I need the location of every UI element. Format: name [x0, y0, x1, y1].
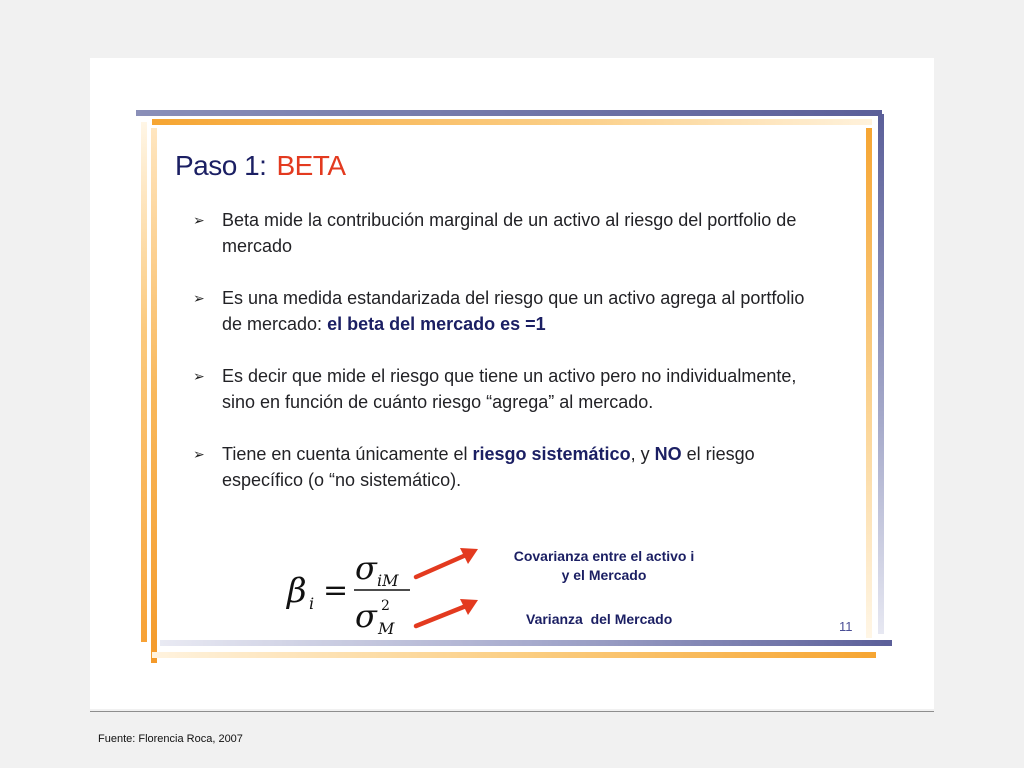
bullet-item: [193, 441, 813, 493]
left-orange-rule: [141, 122, 147, 642]
bullet-item: [193, 285, 813, 337]
red-arrow-icon: [410, 543, 482, 585]
numerator-subscript: iM: [377, 571, 399, 590]
numerator-sigma: σ: [355, 549, 377, 587]
covariance-line-2: y el Mercado: [561, 567, 647, 583]
footer-divider: [90, 711, 934, 712]
beta-symbol: β: [287, 571, 307, 611]
denominator-sigma: σ: [355, 597, 377, 635]
title-accent: BETA: [276, 150, 346, 181]
beta-formula: [282, 547, 422, 642]
variance-label: Varianza del Mercado: [526, 611, 673, 627]
covariance-line-1: Covarianza entre el activo i: [513, 548, 695, 564]
red-arrow-icon: [410, 594, 482, 634]
arrow-bullet-icon: ➢: [193, 290, 205, 306]
bullet-text: Tiene en cuenta únicamente el: [222, 444, 473, 464]
arrow-bullet-icon: ➢: [193, 212, 205, 228]
slide-number: 11: [839, 619, 853, 634]
arrow-bullet-icon: ➢: [193, 446, 205, 462]
bullet-text: Es una medida estandarizada del riesgo que un activo agrega al portfolio de mercado:: [222, 288, 805, 334]
beta-subscript: i: [309, 594, 315, 613]
bullet-text: el riesgo específico (o “no sistemático).: [222, 444, 755, 490]
title-prefix: Paso 1:: [175, 150, 267, 181]
source-caption: Fuente: Florencia Roca, 2007: [98, 733, 243, 745]
bullet-text: , y: [630, 444, 655, 464]
bullet-emphasis: riesgo sistemático: [472, 444, 631, 464]
covariance-label: [500, 547, 708, 585]
top-orange-rule: [152, 119, 872, 125]
denominator-subscript: M: [378, 619, 395, 638]
denominator-superscript: 2: [381, 598, 390, 614]
bullet-list: [193, 207, 813, 493]
right-blue-rule: [878, 114, 884, 634]
slide-title: [175, 150, 346, 182]
arrow-bullet-icon: ➢: [193, 368, 205, 384]
left-inner-rule: [151, 128, 157, 663]
bullet-text: Beta mide la contribución marginal de un activo al riesgo del portfolio de mercado: [222, 210, 797, 256]
bullet-emphasis: NO: [654, 444, 682, 464]
bottom-blue-rule: [160, 640, 892, 646]
equals-sign: =: [323, 573, 349, 608]
bullet-emphasis: el beta del mercado es =1: [327, 314, 546, 334]
bullet-item: [193, 207, 813, 259]
top-blue-rule: [136, 110, 882, 116]
bottom-orange-rule: [152, 652, 876, 658]
bullet-item: [193, 363, 813, 415]
bullet-text: Es decir que mide el riesgo que tiene un activo pero no individualmente, sino en función de cuánto riesgo “agrega” al mercado.: [222, 366, 797, 412]
right-orange-rule: [866, 128, 872, 638]
